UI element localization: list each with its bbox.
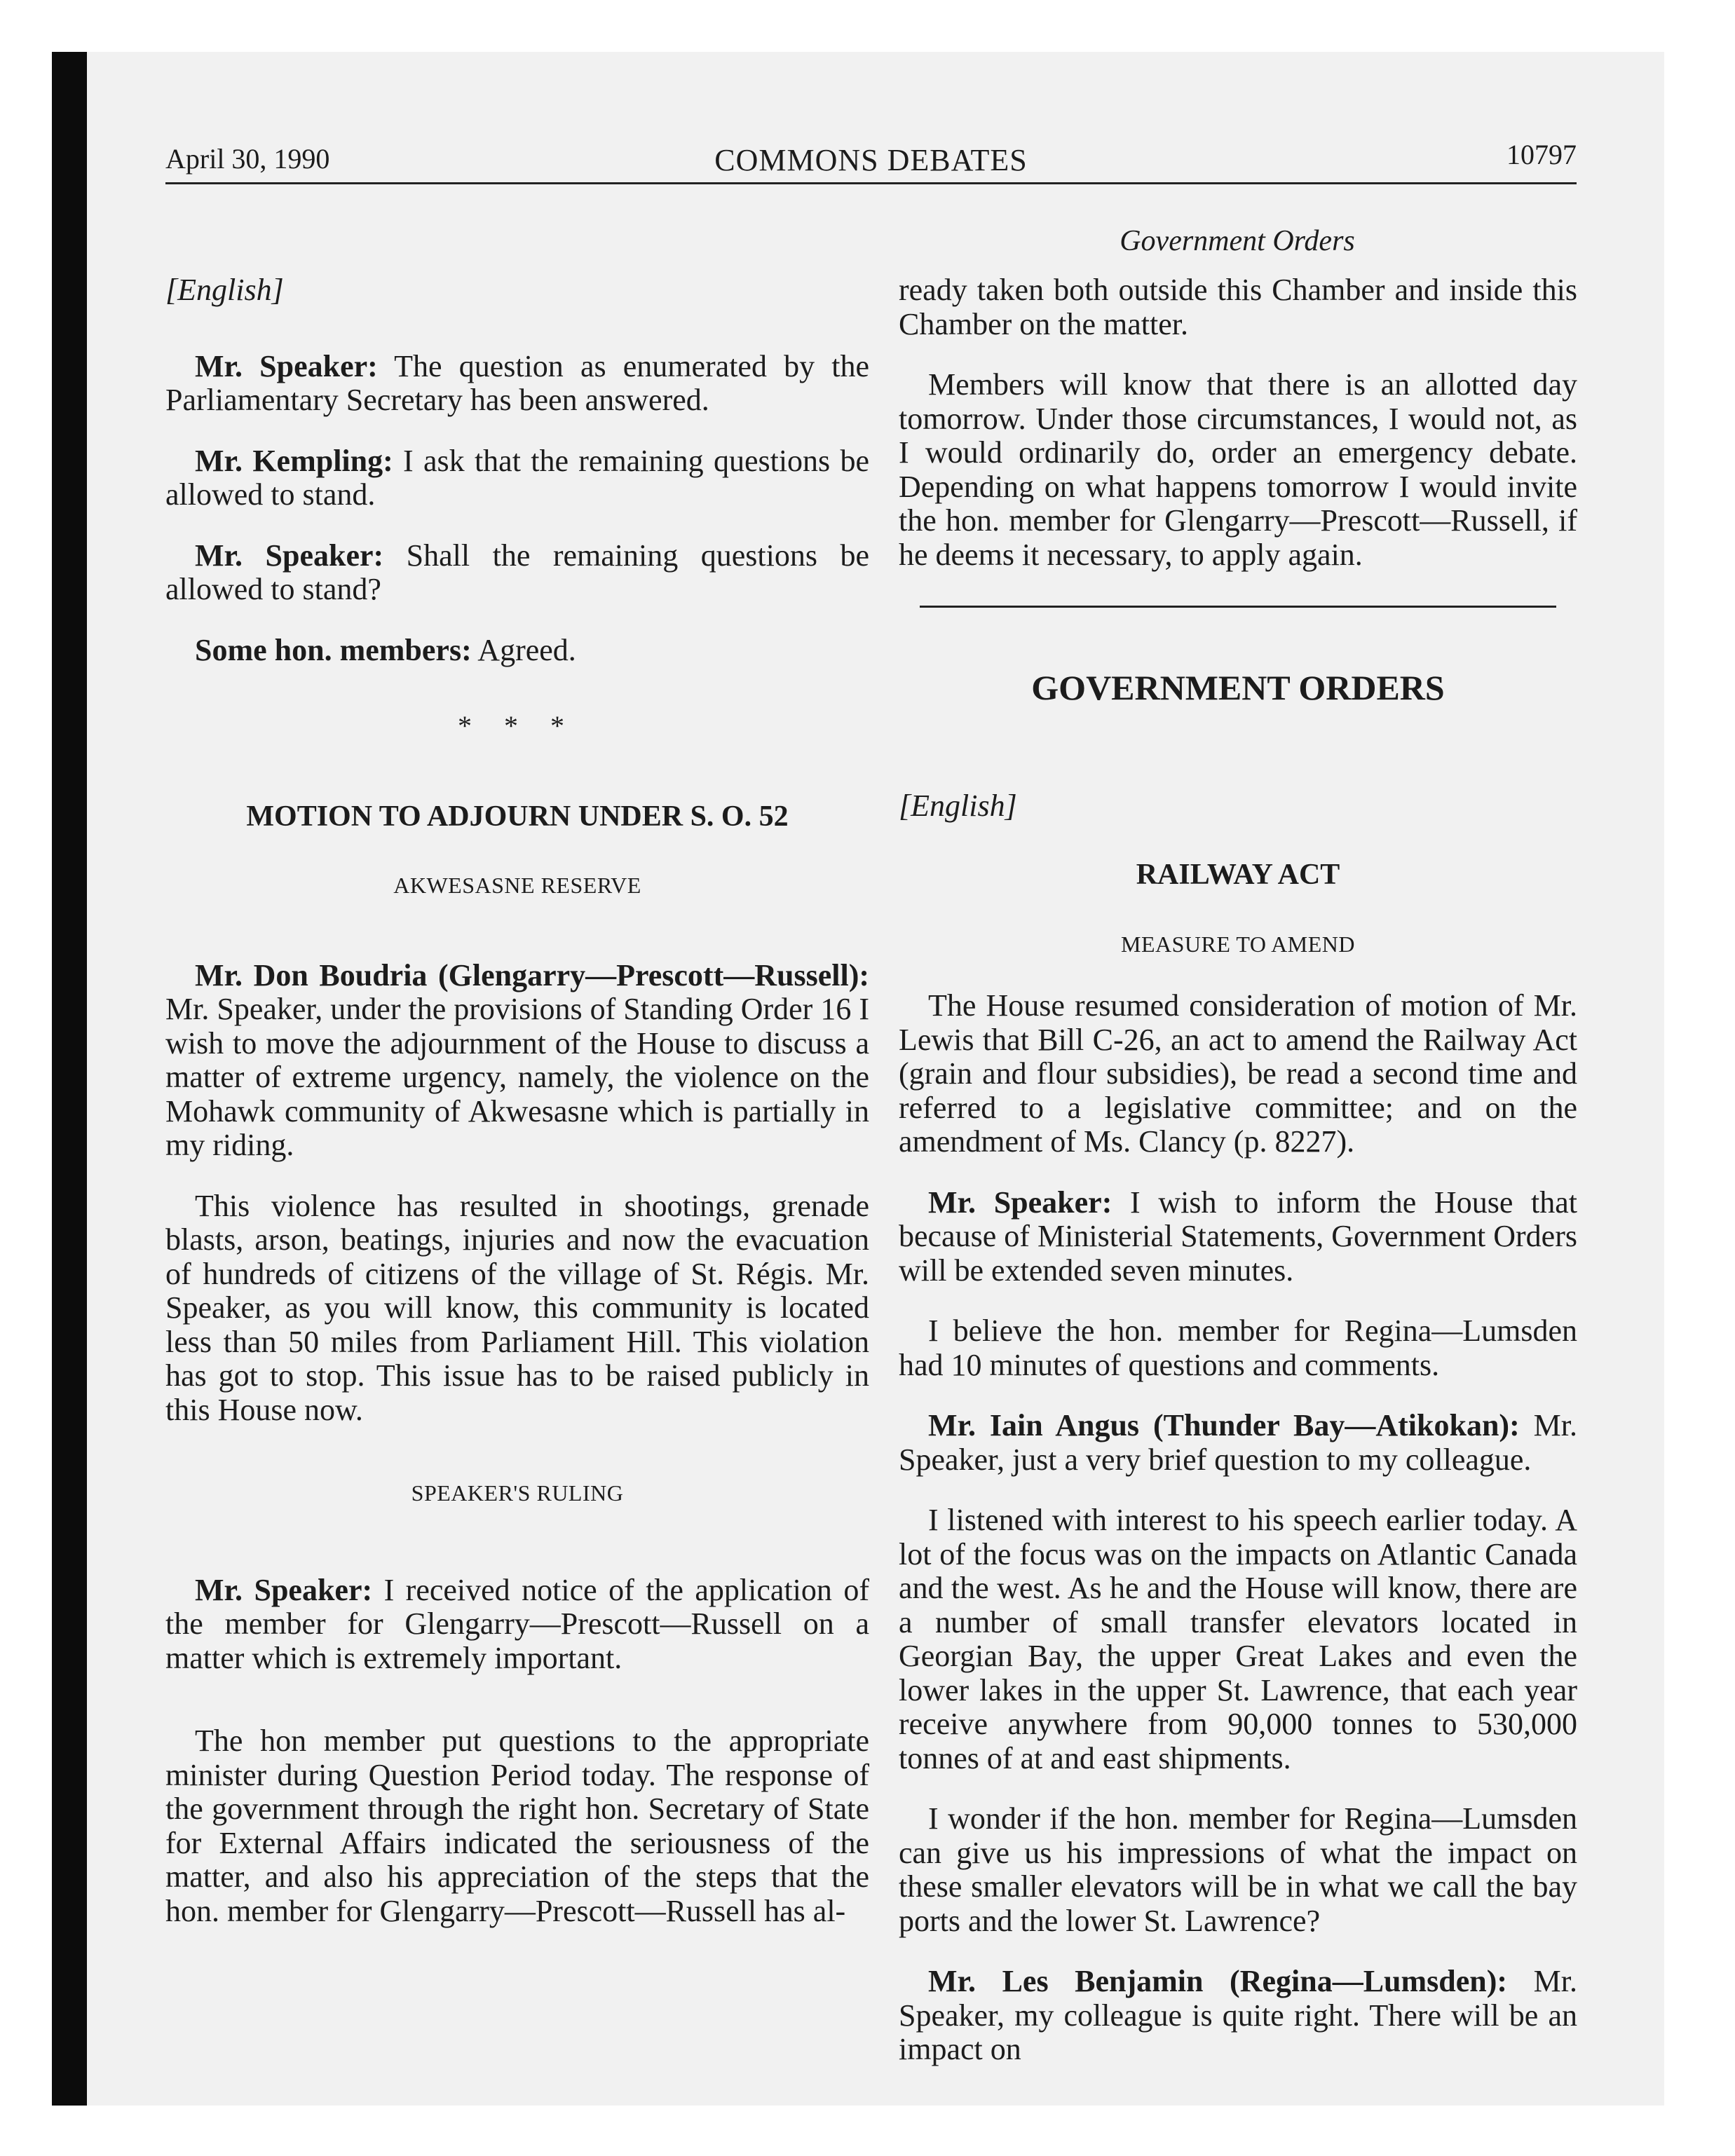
speech-text: The question as enumerated by the Parliamentary Secretary has been answered. — [165, 348, 869, 417]
speech-text: I ask that the remaining questions be allowed to stand. — [165, 443, 869, 512]
running-header — [165, 140, 1577, 184]
paragraph — [899, 1186, 1577, 1288]
speaker-name: Mr. Speaker: — [195, 1572, 373, 1607]
language-marker: [English] — [165, 273, 284, 307]
paragraph — [899, 1965, 1577, 2067]
section-heading: MOTION TO ADJOURN UNDER S. O. 52 — [246, 800, 789, 833]
section-label: Government Orders — [1120, 225, 1355, 257]
speaker-name: Mr. Iain Angus (Thunder Bay—Atikokan): — [928, 1408, 1520, 1442]
paragraph: The hon member put questions to the appropriate minister during Question Period today. The response of the government through the right hon. Secretary of State for External Affairs indicated the seriousness of the matter, and also his appreciation of the steps that the hon. member for Glengarry—Prescott—Russell has al- — [165, 1724, 869, 1928]
language-marker: [English] — [899, 788, 1017, 823]
paragraph: I listened with interest to his speech earlier today. A lot of the focus was on the impacts on Atlantic Canada and the west. As he and the House will know, there are a number of small transfer elevators located in Georgian Bay, the upper Great Lakes and even the lower lakes in the upper St. Lawrence, that each year receive anywhere from 90,000 tonnes to 530,000 tonnes of at and east shipments. — [899, 1503, 1577, 1775]
speech-text: Shall the remaining questions be allowed to stand? — [165, 538, 870, 606]
scan-left-edge — [52, 52, 87, 2106]
major-heading: GOVERNMENT ORDERS — [1031, 668, 1445, 707]
speech-text: Mr. Speaker, just a very brief question to my colleague. — [899, 1408, 1577, 1477]
right-column — [899, 273, 1577, 2094]
section-separator: * * * — [458, 710, 577, 742]
paragraph: I wonder if the hon. member for Regina—Lumsden can give us his impressions of what the impact on these smaller elevators will be in what we call the bay ports and the lower St. Lawrence? — [899, 1801, 1577, 1938]
speaker-name: Mr. Speaker: — [195, 538, 384, 573]
speech-text: I received notice of the application of the member for Glengarry—Prescott—Russell on a matter which is extremely important. — [165, 1572, 869, 1675]
paragraph — [165, 959, 869, 1163]
paragraph: ready taken both outside this Chamber and inside this Chamber on the matter. — [899, 273, 1577, 341]
paragraph: I believe the hon. member for Regina—Lumsden had 10 minutes of questions and comments. — [899, 1314, 1577, 1382]
paragraph — [165, 539, 869, 607]
header-date: April 30, 1990 — [165, 143, 330, 175]
speaker-name: Some hon. members: — [195, 632, 472, 667]
speaker-name: Mr. Les Benjamin (Regina—Lumsden): — [928, 1964, 1508, 1998]
paragraph: This violence has resulted in shootings, grenade blasts, arson, beatings, injuries and now the evacuation of hundreds of citizens of the village of St. Régis. Mr. Speaker, as you will know, this community is located less than 50 miles from Parliament Hill. This violation has got to stop. This issue has to be raised publicly in this House now. — [165, 1188, 869, 1427]
speaker-name: Mr. Don Boudria (Glengarry—Prescott—Russell): — [195, 957, 869, 992]
paragraph — [165, 350, 869, 418]
section-subheading: SPEAKER'S RULING — [411, 1480, 624, 1506]
paragraph — [165, 1574, 869, 1676]
speech-text: Agreed. — [471, 632, 576, 667]
left-column — [165, 273, 869, 1955]
paragraph — [165, 444, 869, 512]
speech-text: Mr. Speaker, my colleague is quite right. There will be an impact on — [899, 1964, 1577, 2066]
header-title: COMMONS DEBATES — [714, 143, 1028, 177]
speaker-name: Mr. Speaker: — [928, 1185, 1113, 1220]
section-subheading: MEASURE TO AMEND — [1121, 931, 1355, 957]
paragraph: Members will know that there is an allotted day tomorrow. Under those circumstances, I would not, as I would ordinarily do, order an emergency debate. Depending on what happens tomorrow I would invite the hon. member for Glengarry—Prescott—Russell, if he deems it necessary, to apply again. — [899, 367, 1577, 572]
paragraph — [899, 1409, 1577, 1477]
paragraph — [165, 634, 869, 668]
header-page-number: 10797 — [1506, 139, 1577, 170]
speaker-name: Mr. Speaker: — [195, 348, 378, 383]
speaker-name: Mr. Kempling: — [195, 443, 393, 478]
speech-text: I wish to inform the House that because of Ministerial Statements, Government Orders will be extended seven minutes. — [899, 1185, 1578, 1288]
speech-text: Mr. Speaker, under the provisions of Standing Order 16 I wish to move the adjournment of the House to discuss a matter of extreme urgency, namely, the violence on the Mohawk community of Akwesasne which is partially in my riding. — [165, 992, 869, 1162]
paragraph: The House resumed consideration of motion of Mr. Lewis that Bill C-26, an act to amend the Railway Act (grain and flour subsidies), be read a second time and referred to a legislative committee; and on the amendment of Ms. Clancy (p. 8227). — [899, 988, 1577, 1159]
section-heading: RAILWAY ACT — [1136, 859, 1340, 891]
horizontal-rule — [920, 606, 1556, 608]
section-subheading: AKWESASNE RESERVE — [393, 873, 641, 898]
